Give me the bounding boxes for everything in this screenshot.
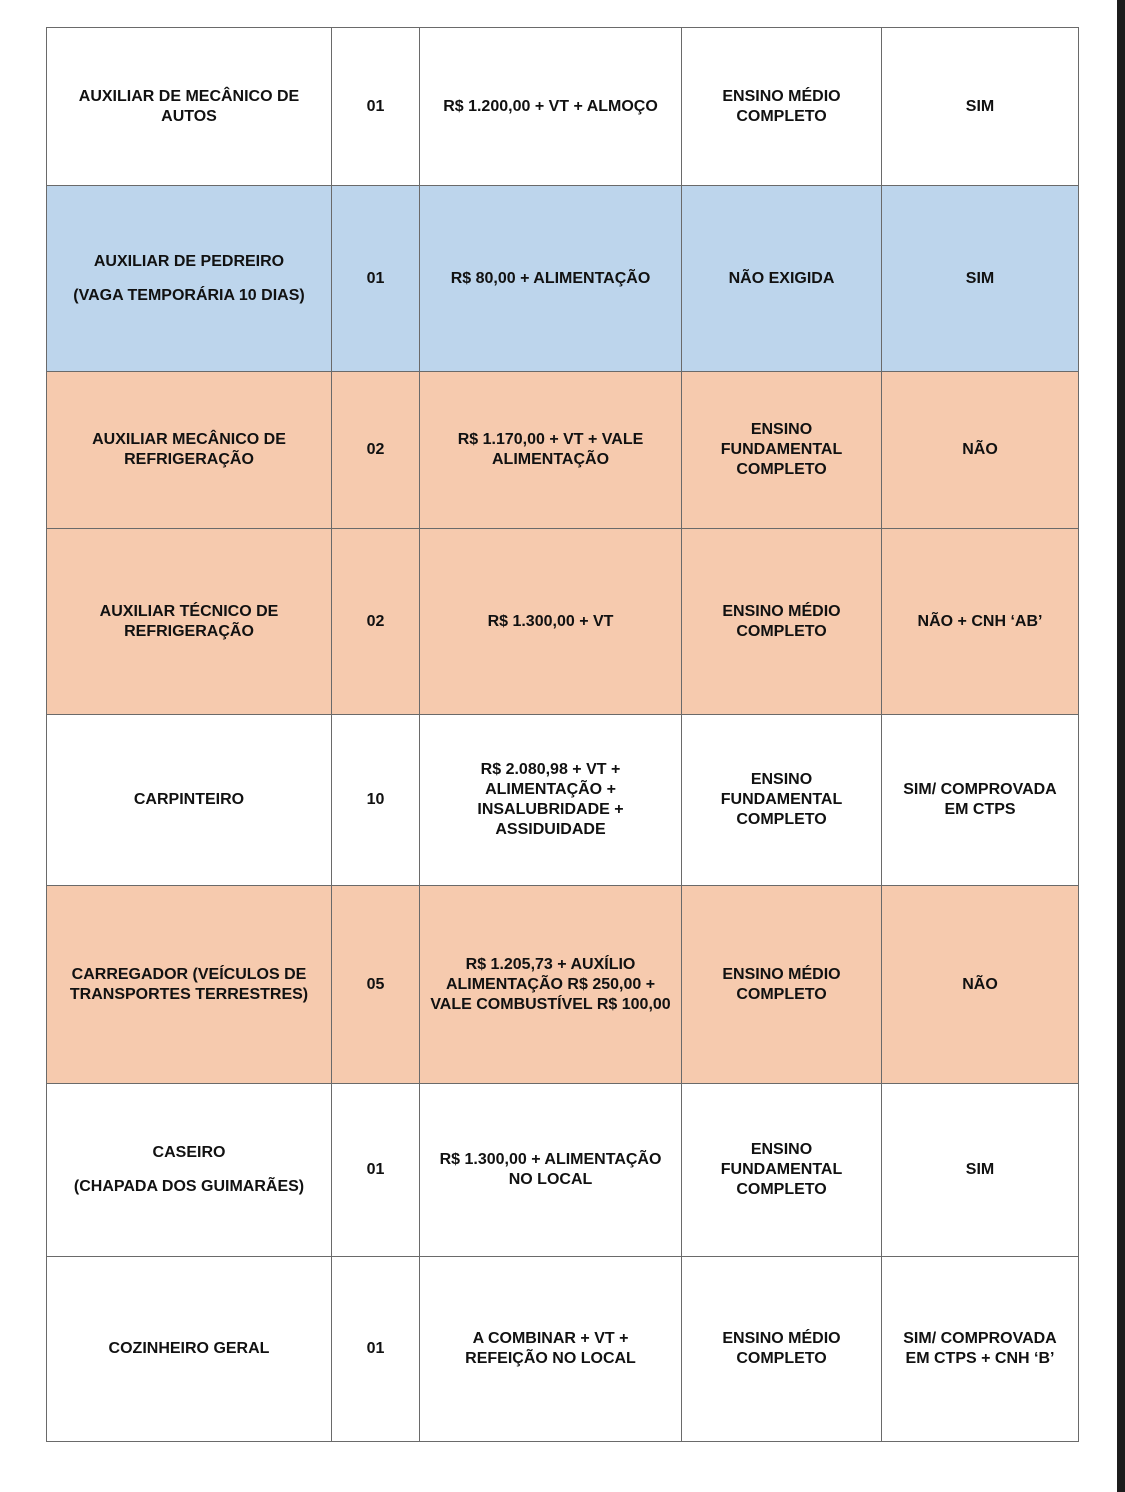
cargo-line: COZINHEIRO GERAL [108,1340,270,1357]
vagas-value: 01 [366,1340,385,1357]
escolaridade-line: FUNDAMENTAL [720,1161,843,1178]
cell-cargo [47,1084,332,1257]
experiencia-line: SIM/ COMPROVADA [903,781,1057,798]
table-row [47,715,1079,886]
experiencia-line: SIM [965,97,995,115]
cell-escolaridade [682,372,882,529]
cell-salario [420,715,682,886]
escolaridade-line: ENSINO MÉDIO [722,965,841,983]
cell-experiencia [882,1084,1079,1257]
salario-line: ALIMENTAÇÃO + [485,781,616,798]
escolaridade-line: COMPLETO [736,461,827,478]
salario-line: NO LOCAL [508,1171,593,1188]
experiencia-line: SIM/ COMPROVADA [903,1330,1057,1347]
cell-experiencia [882,1257,1079,1442]
escolaridade-line: ENSINO MÉDIO [722,602,841,620]
cell-escolaridade [682,186,882,372]
cell-salario [420,529,682,715]
cell-vagas [332,28,420,186]
salario-line: INSALUBRIDADE + [477,801,624,818]
vagas-value: 02 [366,441,385,458]
cell-cargo [47,186,332,372]
escolaridade-line: ENSINO [750,771,813,788]
salario-line: R$ 1.205,73 + AUXÍLIO [465,955,636,973]
cargo-line: REFRIGERAÇÃO [124,622,254,640]
salario-line: ASSIDUIDADE [495,821,606,838]
table-row [47,1084,1079,1257]
salario-line: ALIMENTAÇÃO [491,451,610,468]
escolaridade-line: FUNDAMENTAL [720,441,843,458]
table-row [47,529,1079,715]
vagas-value: 02 [366,612,385,630]
experiencia-line: EM CTPS + CNH ‘B’ [905,1350,1055,1367]
cell-cargo [47,715,332,886]
cell-experiencia [882,372,1079,529]
job-vacancies-table [46,27,1079,1442]
cell-experiencia [882,28,1079,186]
cell-vagas [332,1084,420,1257]
experiencia-line: SIM [965,1161,995,1178]
cell-salario [420,886,682,1084]
salario-line: REFEIÇÃO NO LOCAL [465,1350,636,1367]
cell-vagas [332,186,420,372]
cell-experiencia [882,186,1079,372]
escolaridade-line: COMPLETO [736,622,827,640]
experiencia-line: SIM [965,269,995,287]
table-row [47,372,1079,529]
escolaridade-line: COMPLETO [736,107,827,125]
salario-line: R$ 1.200,00 + VT + ALMOÇO [443,97,658,115]
salario-line: A COMBINAR + VT + [472,1330,629,1347]
cargo-line: CARREGADOR (VEÍCULOS DE [71,965,307,983]
vagas-value: 01 [366,269,385,287]
salario-line: R$ 1.170,00 + VT + VALE [457,431,644,448]
escolaridade-line: ENSINO MÉDIO [722,1330,841,1347]
cell-salario [420,186,682,372]
salario-line: R$ 80,00 + ALIMENTAÇÃO [450,269,651,287]
cell-experiencia [882,886,1079,1084]
table-row [47,1257,1079,1442]
escolaridade-line: COMPLETO [736,811,827,828]
table-row [47,186,1079,372]
salario-line: R$ 1.300,00 + VT [487,612,614,630]
cargo-line: (VAGA TEMPORÁRIA 10 DIAS) [73,286,305,304]
cell-cargo [47,372,332,529]
cell-vagas [332,886,420,1084]
escolaridade-line: COMPLETO [736,985,827,1003]
table-row [47,886,1079,1084]
escolaridade-line: NÃO EXIGIDA [728,269,835,287]
escolaridade-line: ENSINO [750,1141,813,1158]
cell-escolaridade [682,1257,882,1442]
experiencia-line: NÃO + CNH ‘AB’ [917,612,1043,630]
cargo-line: AUXILIAR TÉCNICO DE [99,602,279,620]
cell-vagas [332,715,420,886]
cell-vagas [332,1257,420,1442]
cargo-line: AUXILIAR DE PEDREIRO [93,252,285,270]
cell-experiencia [882,715,1079,886]
cargo-line: CASEIRO [152,1144,226,1161]
experiencia-line: NÃO [962,441,998,458]
cell-escolaridade [682,1084,882,1257]
cell-vagas [332,372,420,529]
salario-line: R$ 1.300,00 + ALIMENTAÇÃO [439,1151,662,1168]
cell-cargo [47,1257,332,1442]
escolaridade-line: COMPLETO [736,1181,827,1198]
cargo-line: TRANSPORTES TERRESTRES) [69,985,309,1003]
salario-line: R$ 2.080,98 + VT + [480,761,621,778]
escolaridade-line: ENSINO MÉDIO [722,87,841,105]
cargo-line: REFRIGERAÇÃO [124,451,254,468]
screen-edge-bar [1117,0,1125,1492]
cell-experiencia [882,529,1079,715]
cell-vagas [332,529,420,715]
table-row [47,28,1079,186]
experiencia-line: NÃO [962,975,998,993]
job-table-wrapper [46,27,1078,1442]
cell-salario [420,1257,682,1442]
experiencia-line: EM CTPS [944,801,1016,818]
cell-salario [420,372,682,529]
vagas-value: 01 [366,1161,385,1178]
escolaridade-line: FUNDAMENTAL [720,791,843,808]
escolaridade-line: COMPLETO [736,1350,827,1367]
cargo-line: CARPINTEIRO [133,791,245,808]
salario-line: VALE COMBUSTÍVEL R$ 100,00 [430,995,671,1013]
cargo-line: AUXILIAR MECÂNICO DE [92,431,286,448]
cargo-line: AUXILIAR DE MECÂNICO DE [78,87,300,105]
vagas-value: 01 [366,97,385,115]
vagas-value: 10 [366,791,385,808]
cell-escolaridade [682,715,882,886]
cell-cargo [47,28,332,186]
salario-line: ALIMENTAÇÃO R$ 250,00 + [445,975,656,993]
cell-escolaridade [682,529,882,715]
cell-cargo [47,529,332,715]
cell-cargo [47,886,332,1084]
vagas-value: 05 [366,975,385,993]
cargo-line: (CHAPADA DOS GUIMARÃES) [73,1178,305,1195]
cell-salario [420,1084,682,1257]
cargo-line: AUTOS [161,107,217,125]
escolaridade-line: ENSINO [750,421,813,438]
cell-salario [420,28,682,186]
cell-escolaridade [682,886,882,1084]
cell-escolaridade [682,28,882,186]
